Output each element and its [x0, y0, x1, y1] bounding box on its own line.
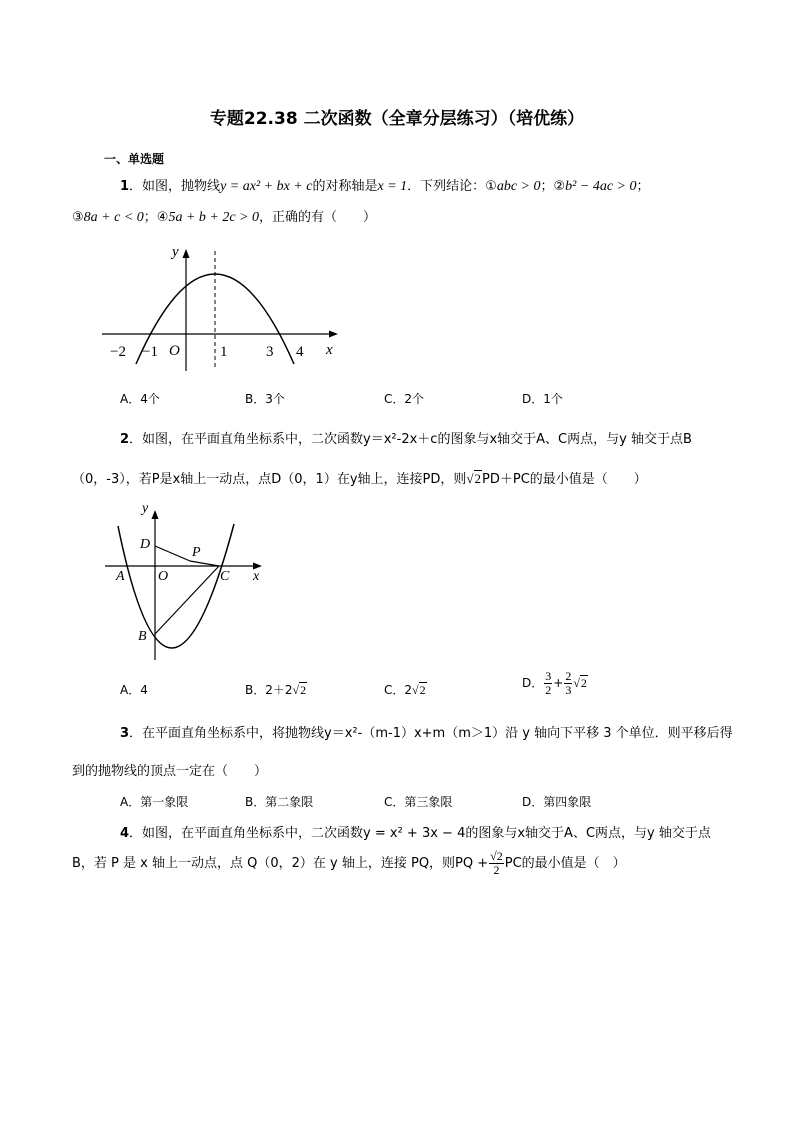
q3-line-1-text: ．在平面直角坐标系中，将抛物线y＝x²-（m-1）x+m（m＞1）沿 y 轴向下平移 3 个单位．则平移后得	[129, 726, 733, 741]
q1-circle-4: ④	[156, 210, 169, 225]
q1-circle-3: ③	[72, 210, 84, 225]
q2-y-label: y	[142, 501, 149, 516]
q1-circle-2: ②	[553, 179, 566, 194]
question-2-line-1	[120, 428, 692, 447]
question-3-line-1	[120, 722, 733, 741]
q1-tick-label: 1	[220, 344, 228, 360]
q2-line-1-text: ．如图，在平面直角坐标系中，二次函数y＝x²-2x＋c的图象与x轴交于A、C两点，与y 轴交于点B	[129, 432, 692, 447]
question-2-line-2	[72, 468, 647, 487]
q2-option-d-num-1: 3	[545, 669, 552, 683]
q2-line-2c: PD＋PC的最小值是（ ）	[482, 472, 647, 487]
q1-origin-label: O	[169, 343, 180, 359]
q1-tail: ，正确的有（ ）	[259, 210, 377, 225]
q3-option-a[interactable]: A．第一象限	[120, 795, 189, 809]
q4-line-2b: PC的最小值是（ ）	[504, 856, 626, 871]
q2-parabola-figure	[100, 496, 270, 666]
q2-option-d-fraction-2	[564, 670, 572, 697]
q4-fraction	[489, 850, 504, 877]
q2-option-d-fraction-1	[544, 670, 552, 697]
q4-fraction-den: 2	[493, 863, 500, 877]
q2-sqrt: √2	[466, 471, 482, 486]
q1-y-label: y	[172, 244, 179, 260]
q2-y-axis-arrow	[152, 510, 159, 519]
q2-option-c-radicand: 2	[419, 683, 426, 697]
q2-option-a[interactable]: A．4	[120, 683, 148, 697]
q2-option-b-radicand: 2	[300, 683, 307, 697]
q2-option-d-plus: +	[553, 676, 564, 690]
q1-option-c[interactable]: C．2个	[384, 392, 425, 406]
q1-x-axis-arrow	[329, 331, 338, 338]
q2-option-b-text: B．2＋2	[245, 683, 293, 697]
q2-point-c-label: C	[220, 569, 230, 584]
q2-segment-pc	[190, 561, 219, 566]
q2-point-b-label: B	[138, 629, 147, 644]
question-4-number: 4	[120, 826, 130, 841]
page-title: 专题22.38 二次函数（全章分层练习）（培优练）	[209, 109, 585, 129]
q2-origin-label: O	[158, 569, 169, 584]
q1-y-axis-arrow	[183, 249, 190, 258]
question-1-line-2: ③8a + c < 0；④5a + b + 2c > 0，正确的有（ ）	[72, 210, 377, 225]
question-3-number: 3	[120, 726, 130, 741]
q1-circle-1: ①	[485, 179, 497, 194]
q1-statement-2: b² − 4ac > 0	[565, 179, 637, 194]
q1-axis: x = 1	[377, 179, 408, 194]
q2-option-d-radicand: 2	[580, 676, 587, 690]
q1-tick-label: −1	[142, 344, 158, 360]
q2-option-d[interactable]	[522, 670, 588, 697]
q2-line-2a: （0，-3），若P是x轴上一动点，点D（0，1）在y轴上，连接PD，则	[72, 472, 467, 487]
question-2-number: 2	[120, 432, 130, 447]
q1-parabola-figure	[100, 236, 350, 378]
q1-text-1: ．如图，抛物线	[129, 179, 221, 194]
q2-point-p-label: P	[192, 545, 201, 560]
q1-text-3: ．下列结论：	[407, 179, 486, 194]
q2-option-d-den-2: 3	[565, 683, 572, 697]
q1-tick-label: 3	[266, 344, 274, 360]
q2-parabola-curve	[118, 524, 234, 648]
q2-option-d-den-1: 2	[545, 683, 552, 697]
q4-fraction-num: √2	[490, 849, 503, 863]
question-4-line-2	[72, 850, 626, 877]
q4-line-1-text: ．如图，在平面直角坐标系中，二次函数y = x² + 3x − 4的图象与x轴交于A、C两点，与y 轴交于点	[129, 826, 711, 841]
question-1-line-1: 1．如图，抛物线y = ax² + bx + c的对称轴是x = 1．下列结论：①abc > 0；②b² − 4ac > 0；	[120, 179, 650, 194]
q2-point-a-label: A	[116, 569, 125, 584]
q2-option-b[interactable]	[245, 681, 307, 698]
q2-segment-dp	[155, 546, 190, 561]
q2-point-d-label: D	[140, 537, 151, 552]
q1-option-b[interactable]: B．3个	[245, 392, 285, 406]
q1-x-label: x	[326, 342, 333, 358]
q1-tick-label: 4	[296, 344, 304, 360]
q2-option-d-num-2: 2	[565, 669, 572, 683]
section-heading: 一、单选题	[104, 152, 165, 166]
q3-line-2-text: 到的抛物线的顶点一定在（ ）	[72, 764, 268, 779]
q2-option-b-sqrt: √2	[292, 683, 307, 697]
q2-option-d-label: D．	[522, 676, 544, 690]
q1-option-d[interactable]: D．1个	[522, 392, 563, 406]
q3-option-b[interactable]: B．第二象限	[245, 795, 314, 809]
q1-statement-3: 8a + c < 0	[83, 210, 144, 225]
q1-text-2: 的对称轴是	[312, 179, 378, 194]
q2-option-c-text: C．2	[384, 683, 413, 697]
q2-option-c[interactable]	[384, 681, 427, 698]
q2-option-c-sqrt: √2	[412, 683, 426, 697]
q1-formula: y = ax² + bx + c	[220, 179, 313, 194]
q3-option-d[interactable]: D．第四象限	[522, 795, 592, 809]
q4-line-2a: B，若 P 是 x 轴上一动点，点 Q（0，2）在 y 轴上，连接 PQ，则PQ +	[72, 856, 489, 871]
q3-option-c[interactable]: C．第三象限	[384, 795, 453, 809]
q2-sqrt-radicand: 2	[474, 471, 482, 486]
q1-statement-1: abc > 0	[496, 179, 541, 194]
q1-statement-4: 5a + b + 2c > 0	[168, 210, 259, 225]
q2-x-label: x	[253, 569, 260, 584]
q2-option-d-sqrt: √2	[573, 676, 587, 690]
question-1-number: 1	[120, 179, 130, 194]
question-4-line-1	[120, 822, 711, 841]
q1-option-a[interactable]: A．4个	[120, 392, 160, 406]
q1-tick-label: −2	[110, 344, 126, 360]
